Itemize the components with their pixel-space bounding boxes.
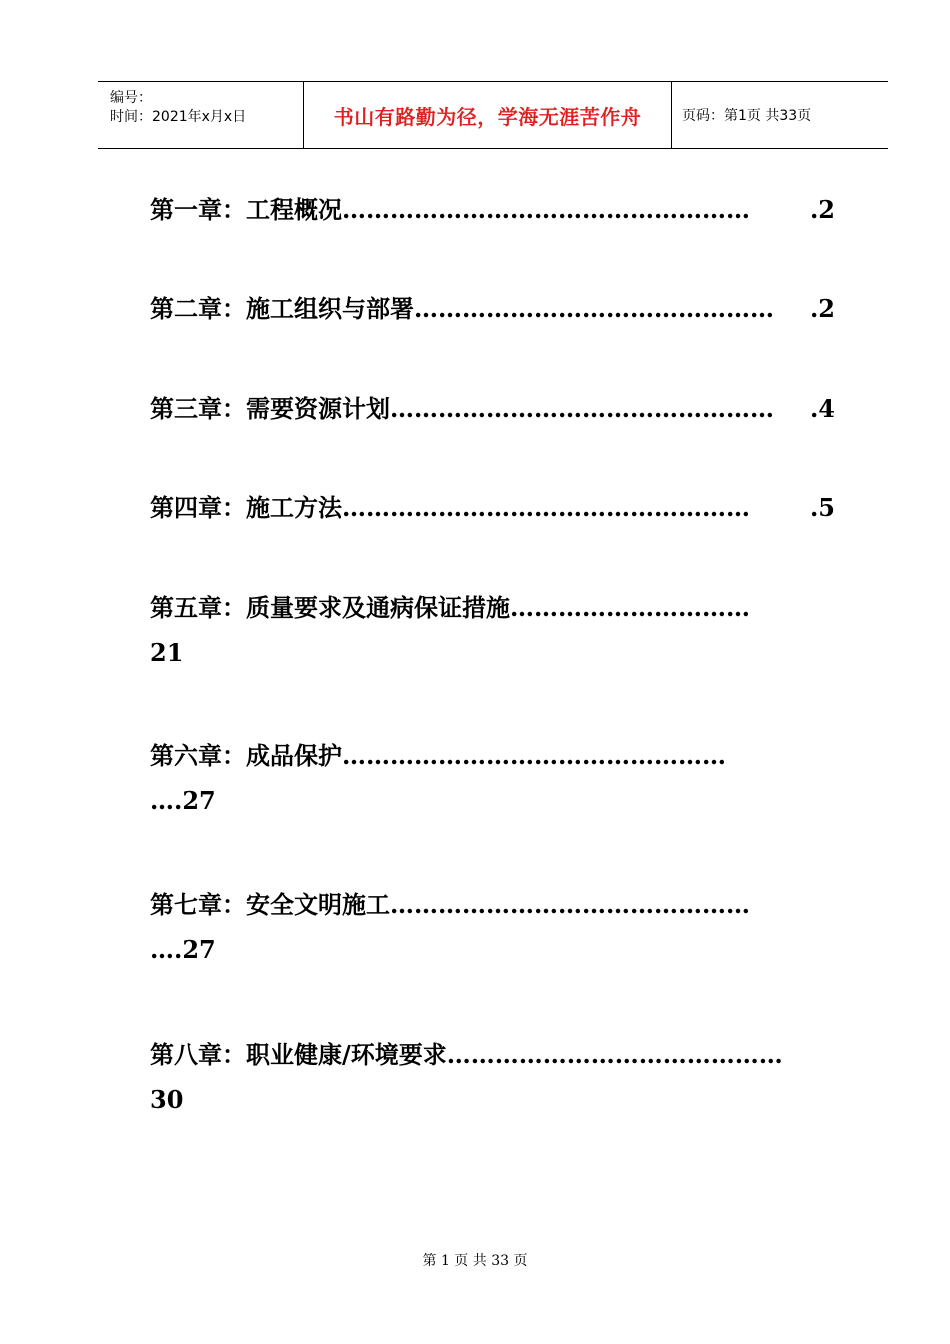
- header-motto-cell: [304, 82, 672, 148]
- toc-title: 第四章：施工方法: [150, 493, 342, 522]
- toc-entry-3[interactable]: [150, 389, 835, 424]
- page-footer: 第 1 页 共 33 页: [422, 1253, 528, 1269]
- toc-leader: …………………………: [510, 593, 750, 622]
- toc-title: 第二章：施工组织与部署: [150, 294, 414, 323]
- toc-page-number: .5: [809, 493, 835, 522]
- toc-entry-1[interactable]: [150, 190, 835, 225]
- header-page-label: 页码：第1页 共33页: [682, 108, 812, 124]
- toc-entry-7[interactable]: [150, 885, 835, 920]
- page-header: [98, 81, 888, 149]
- header-page-cell: [672, 82, 888, 148]
- toc-title: 第三章：需要资源计划: [150, 394, 390, 423]
- toc-title: 第七章：安全文明施工: [150, 890, 390, 919]
- toc-leader: ……………………………………………: [342, 195, 750, 224]
- toc-title: 第一章：工程概况: [150, 195, 342, 224]
- toc-page-continuation: ….27: [150, 935, 216, 964]
- toc-leader: …………………………………………: [342, 741, 726, 770]
- toc-title: 第六章：成品保护: [150, 741, 342, 770]
- toc-title: 第八章：职业健康/环境要求: [150, 1040, 447, 1069]
- toc-entry-6[interactable]: [150, 736, 835, 771]
- doc-number-label: 编号：: [110, 90, 152, 106]
- toc-entry-5[interactable]: [150, 588, 835, 623]
- date-label: 时间：2021年x月x日: [110, 109, 247, 125]
- toc-leader: ……………………………………: [446, 1040, 783, 1069]
- toc-leader: ………………………………………: [414, 294, 774, 323]
- toc-title: 第五章：质量要求及通病保证措施: [150, 593, 510, 622]
- toc-page-number: .2: [809, 195, 835, 224]
- toc-page-continuation: 21: [150, 638, 184, 667]
- toc-page-number: .4: [809, 394, 835, 423]
- toc-leader: …………………………………………: [390, 394, 774, 423]
- toc-entry-8[interactable]: [150, 1035, 835, 1070]
- toc-leader: ………………………………………: [390, 890, 750, 919]
- toc-leader: ……………………………………………: [342, 493, 750, 522]
- toc-entry-2[interactable]: [150, 289, 835, 324]
- toc-entry-4[interactable]: [150, 488, 835, 523]
- motto-text: 书山有路勤为径，学海无涯苦作舟: [333, 104, 642, 129]
- header-meta-cell: [98, 82, 304, 148]
- toc-page-number: .2: [809, 294, 835, 323]
- toc-page-continuation: ….27: [150, 786, 216, 815]
- toc-page-continuation: 30: [150, 1085, 184, 1114]
